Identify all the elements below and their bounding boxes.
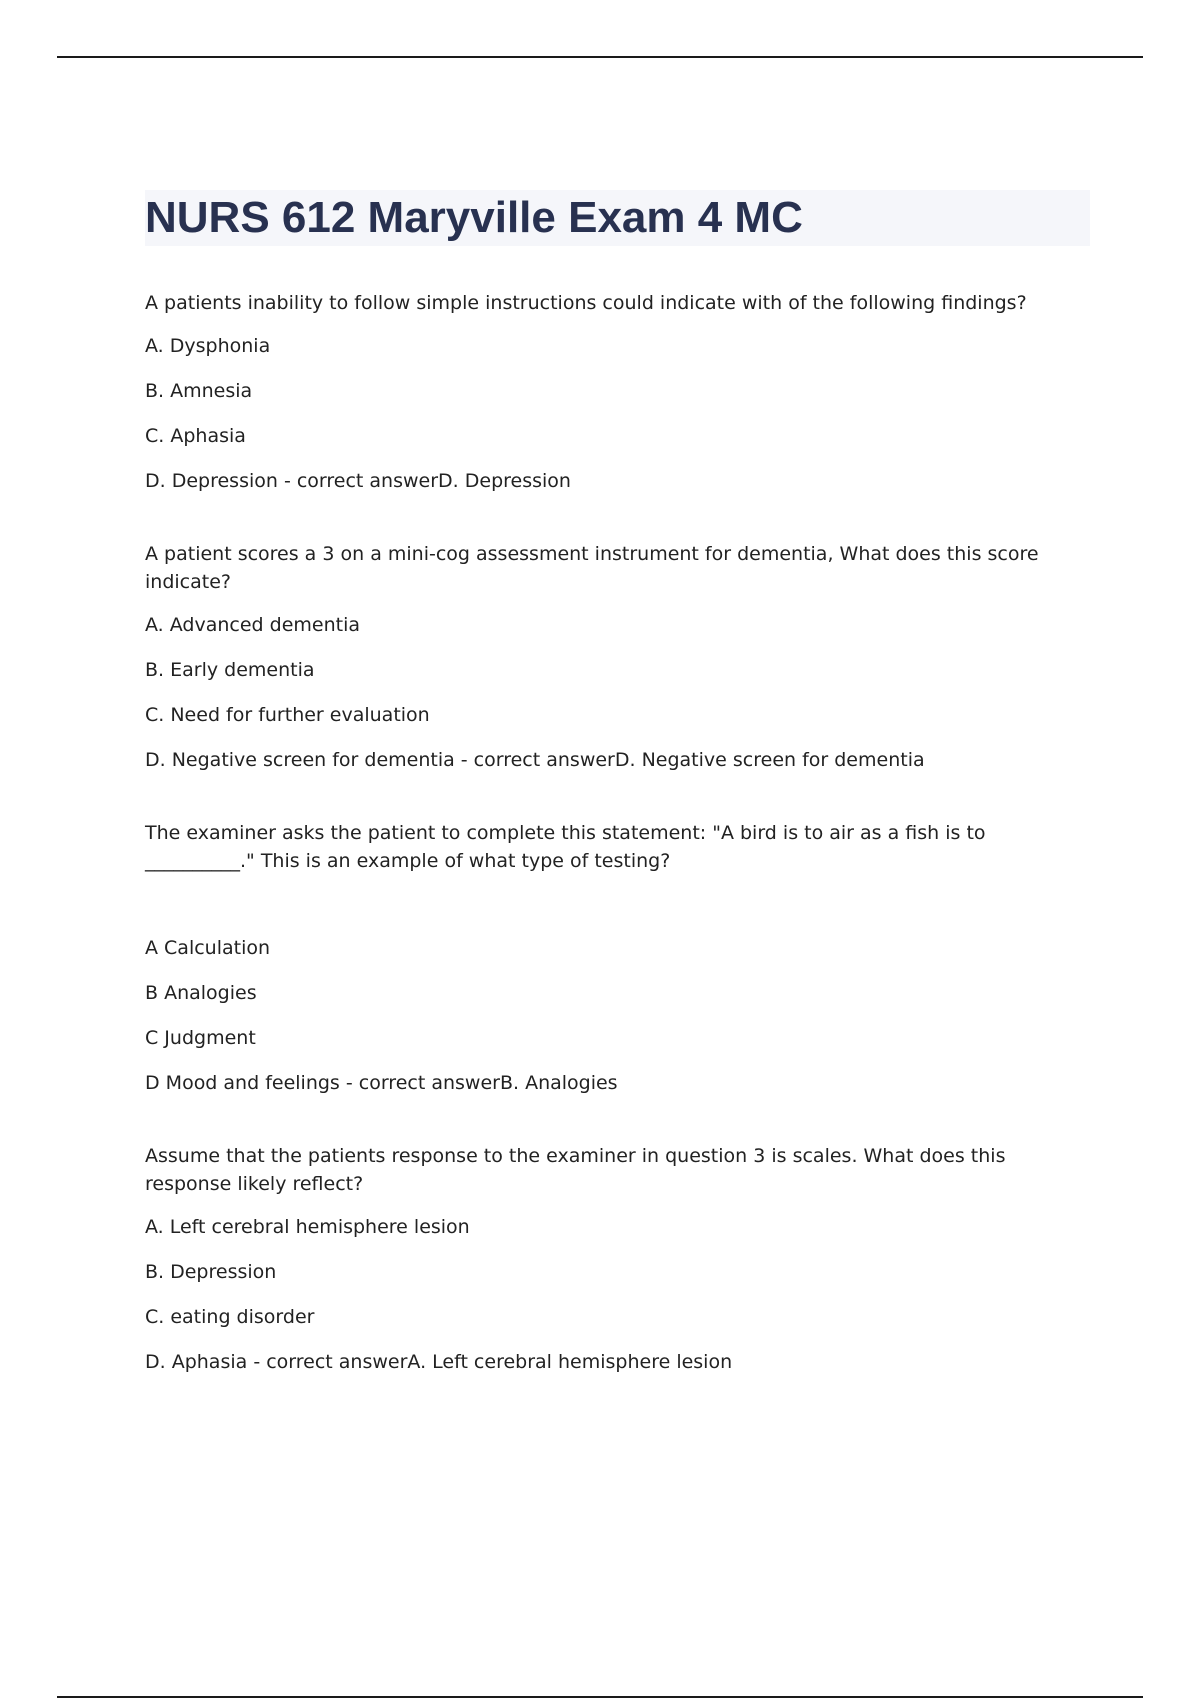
answer-option: D. Aphasia - correct answerA. Left cerebral hemisphere lesion bbox=[145, 1351, 733, 1373]
bottom-rule bbox=[57, 1696, 1143, 1698]
top-rule bbox=[57, 56, 1143, 58]
question-text: A patients inability to follow simple instructions could indicate with of the following findings? bbox=[145, 292, 1027, 314]
question-3 bbox=[145, 819, 1090, 1096]
question-2 bbox=[145, 540, 1090, 773]
answer-option: A. Left cerebral hemisphere lesion bbox=[145, 1216, 470, 1238]
answer-option: B. Early dementia bbox=[145, 659, 315, 681]
question-text: A patient scores a 3 on a mini-cog assessment instrument for dementia, What does this score indicate? bbox=[145, 543, 1039, 593]
document-body bbox=[145, 190, 1090, 1394]
answer-option: C. Need for further evaluation bbox=[145, 704, 430, 726]
answer-option: A Calculation bbox=[145, 937, 271, 959]
answer-option: C. eating disorder bbox=[145, 1306, 315, 1328]
question-text: The examiner asks the patient to complete this statement: "A bird is to air as a fish is to __________." This is an example of what type of testing? bbox=[145, 822, 986, 872]
answer-option: A. Dysphonia bbox=[145, 335, 271, 357]
document-title: NURS 612 Maryville Exam 4 MC bbox=[145, 193, 803, 242]
answer-option: B Analogies bbox=[145, 982, 257, 1004]
title-band bbox=[145, 190, 1090, 246]
question-1 bbox=[145, 289, 1090, 494]
answer-option: C Judgment bbox=[145, 1027, 256, 1049]
answer-option: A. Advanced dementia bbox=[145, 614, 360, 636]
question-text: Assume that the patients response to the examiner in question 3 is scales. What does this response likely reflect? bbox=[145, 1145, 1006, 1195]
answer-option: B. Amnesia bbox=[145, 380, 253, 402]
answer-option: D Mood and feelings - correct answerB. Analogies bbox=[145, 1072, 618, 1094]
answer-option: D. Negative screen for dementia - correct answerD. Negative screen for dementia bbox=[145, 749, 925, 771]
answer-option: C. Aphasia bbox=[145, 425, 246, 447]
question-4 bbox=[145, 1142, 1090, 1375]
answer-option: B. Depression bbox=[145, 1261, 277, 1283]
answer-option: D. Depression - correct answerD. Depression bbox=[145, 470, 571, 492]
